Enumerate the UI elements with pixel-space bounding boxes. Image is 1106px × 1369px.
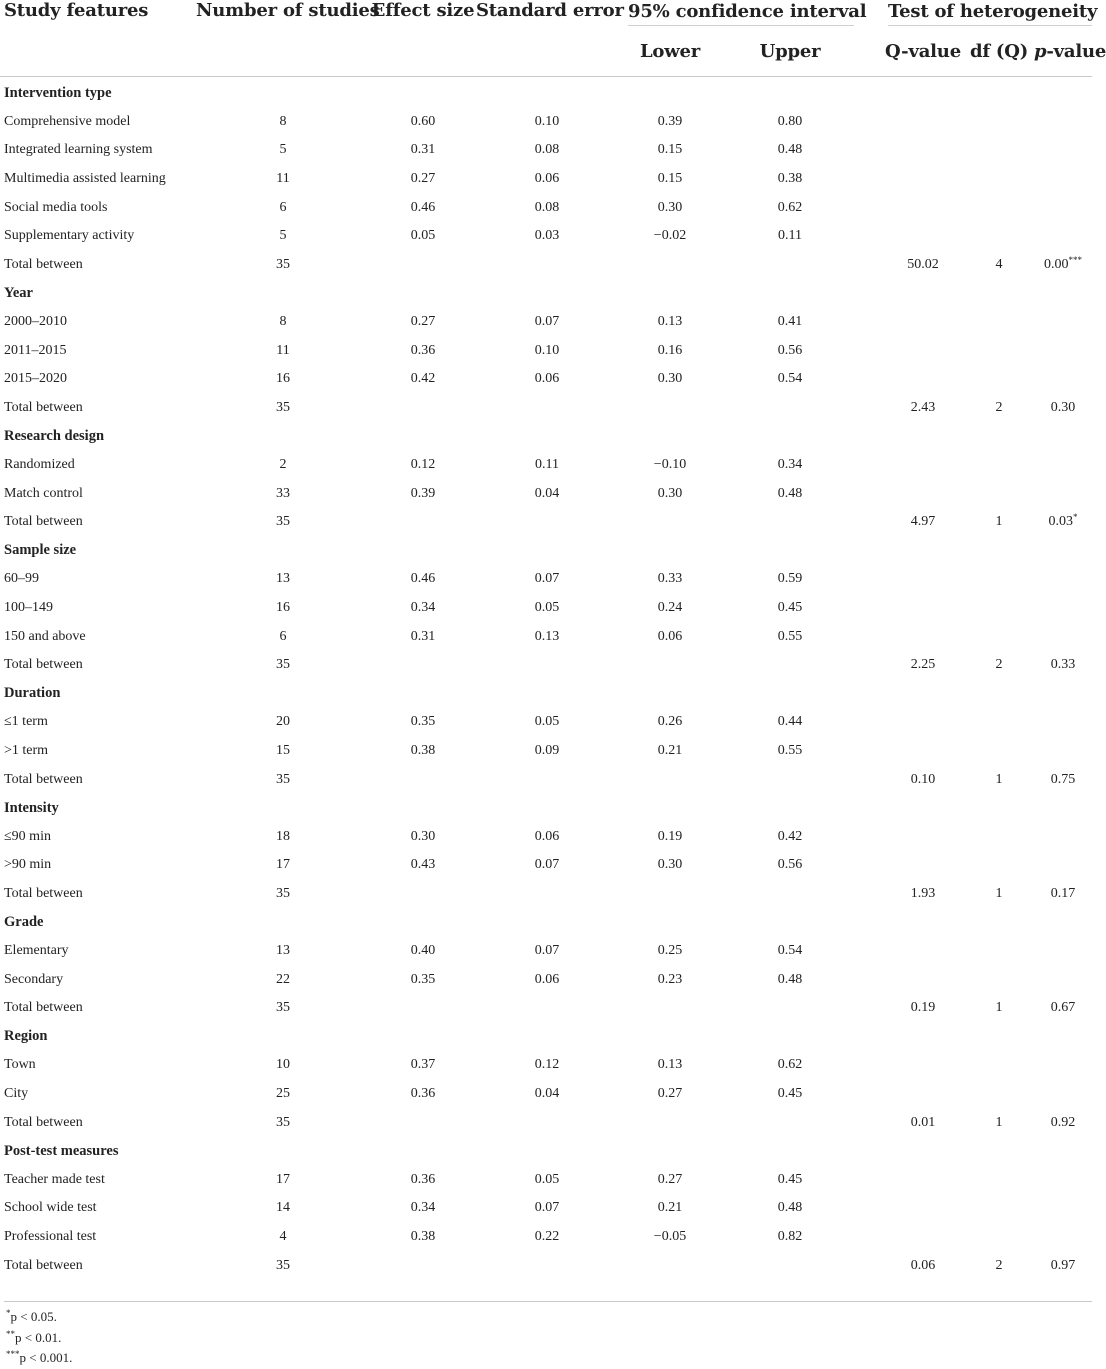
row-number-of-studies: 10	[276, 1057, 290, 1073]
group-title: Region	[4, 1028, 48, 1045]
table-row	[0, 479, 1092, 508]
row-number-of-studies: 8	[279, 314, 287, 330]
total-number-of-studies: 35	[276, 514, 290, 530]
row-standard-error: 0.09	[534, 742, 560, 758]
row-label: Comprehensive model	[4, 113, 131, 129]
footnote-2: **p < 0.01.	[6, 1328, 62, 1345]
row-effect-size: 0.36	[410, 342, 436, 358]
total-between-row	[0, 394, 1092, 423]
row-label: Randomized	[4, 457, 75, 473]
row-effect-size: 0.35	[410, 714, 436, 730]
col-p-value	[1034, 26, 1106, 77]
row-label: >1 term	[4, 742, 49, 758]
col-q-value: Q-value	[882, 26, 964, 77]
total-between-row	[0, 765, 1092, 794]
total-q-value: 2.25	[910, 657, 936, 673]
total-p-value: 0.03*	[1048, 512, 1078, 530]
row-label: Secondary	[4, 971, 64, 987]
row-ci-lower: 0.39	[657, 113, 683, 129]
group-title: Duration	[4, 685, 61, 702]
row-standard-error: 0.22	[534, 1229, 560, 1245]
row-label: 2000–2010	[4, 314, 67, 330]
row-ci-upper: 0.55	[777, 628, 803, 644]
row-ci-lower: 0.26	[657, 714, 683, 730]
row-ci-upper: 0.45	[777, 1086, 803, 1102]
row-number-of-studies: 11	[276, 342, 290, 358]
table-row	[0, 822, 1092, 851]
table-row	[0, 851, 1092, 880]
group-title: Intervention type	[4, 84, 112, 101]
table-row	[0, 565, 1092, 594]
row-label: ≤1 term	[4, 714, 48, 730]
row-ci-upper: 0.38	[777, 171, 803, 187]
row-ci-lower: 0.30	[657, 857, 683, 873]
group-header-row	[0, 908, 1092, 937]
total-label: Total between	[4, 1114, 83, 1130]
total-df-q: 1	[995, 1114, 1003, 1130]
row-label: City	[4, 1086, 29, 1102]
row-ci-upper: 0.62	[777, 1057, 803, 1073]
row-ci-upper: 0.42	[777, 828, 803, 844]
total-q-value: 0.10	[910, 771, 936, 787]
table-row	[0, 193, 1092, 222]
table-row	[0, 136, 1092, 165]
row-number-of-studies: 18	[276, 828, 290, 844]
col-confidence-interval	[618, 0, 867, 26]
group-header-row	[0, 679, 1092, 708]
row-effect-size: 0.38	[410, 742, 436, 758]
group-header-row	[0, 1023, 1092, 1052]
row-ci-lower: 0.33	[657, 571, 683, 587]
row-effect-size: 0.27	[410, 171, 436, 187]
row-standard-error: 0.06	[534, 828, 560, 844]
row-number-of-studies: 25	[276, 1086, 290, 1102]
total-p-value: 0.33	[1050, 657, 1076, 673]
row-number-of-studies: 11	[276, 171, 290, 187]
row-effect-size: 0.27	[410, 314, 436, 330]
total-between-row	[0, 508, 1092, 537]
row-label: Supplementary activity	[4, 228, 135, 244]
total-q-value: 0.19	[910, 1000, 936, 1016]
row-ci-upper: 0.48	[777, 142, 803, 158]
row-effect-size: 0.42	[410, 371, 436, 387]
row-label: Professional test	[4, 1229, 97, 1245]
table-row	[0, 222, 1092, 251]
row-effect-size: 0.30	[410, 828, 436, 844]
group-title: Research design	[4, 427, 105, 444]
row-standard-error: 0.06	[534, 171, 560, 187]
total-label: Total between	[4, 1257, 83, 1273]
table-row	[0, 165, 1092, 194]
total-label: Total between	[4, 514, 83, 530]
table-row	[0, 1223, 1092, 1252]
table-row	[0, 1080, 1092, 1109]
row-standard-error: 0.06	[534, 971, 560, 987]
footnote-3: ***p < 0.001.	[6, 1349, 73, 1365]
row-label: Elementary	[4, 943, 69, 959]
total-number-of-studies: 35	[276, 399, 290, 415]
total-p-value: 0.00***	[1044, 254, 1082, 272]
total-df-q: 4	[995, 256, 1003, 272]
table-header	[0, 0, 1106, 77]
row-number-of-studies: 5	[279, 228, 287, 244]
row-ci-upper: 0.44	[777, 714, 803, 730]
table-row	[0, 308, 1092, 337]
row-standard-error: 0.07	[534, 314, 560, 330]
row-label: Match control	[4, 485, 83, 501]
group-title: Sample size	[4, 542, 77, 559]
table-row	[0, 365, 1092, 394]
row-number-of-studies: 6	[279, 199, 287, 215]
row-standard-error: 0.07	[534, 857, 560, 873]
total-label: Total between	[4, 657, 83, 673]
row-standard-error: 0.05	[534, 714, 560, 730]
total-df-q: 2	[995, 657, 1003, 673]
col-heterogeneity	[882, 0, 1098, 26]
row-ci-lower: 0.16	[657, 342, 683, 358]
row-effect-size: 0.60	[410, 113, 436, 129]
total-q-value: 1.93	[910, 885, 936, 901]
row-ci-upper: 0.59	[777, 571, 803, 587]
row-number-of-studies: 8	[279, 113, 287, 129]
table-row	[0, 965, 1092, 994]
total-label: Total between	[4, 771, 83, 787]
row-ci-lower: 0.13	[657, 314, 683, 330]
row-standard-error: 0.04	[534, 1086, 560, 1102]
p-letter: p	[1034, 40, 1047, 62]
table-row	[0, 336, 1092, 365]
row-ci-lower: 0.30	[657, 199, 683, 215]
row-ci-upper: 0.56	[777, 857, 803, 873]
footnotes	[4, 1301, 1092, 1369]
row-ci-upper: 0.55	[777, 742, 803, 758]
table-body	[0, 77, 1092, 1280]
total-label: Total between	[4, 256, 83, 272]
row-number-of-studies: 17	[276, 857, 290, 873]
row-ci-upper: 0.80	[777, 113, 803, 129]
row-number-of-studies: 16	[276, 371, 290, 387]
group-title: Post-test measures	[4, 1142, 119, 1159]
row-ci-lower: 0.15	[657, 171, 683, 187]
significance-mark: ***	[1068, 254, 1082, 265]
row-ci-upper: 0.56	[777, 342, 803, 358]
row-number-of-studies: 13	[276, 571, 290, 587]
row-ci-lower: 0.23	[657, 971, 683, 987]
group-title: Grade	[4, 914, 44, 931]
group-header-row	[0, 794, 1092, 823]
heterogeneity-title: Test of heterogeneity	[888, 1, 1092, 26]
total-label: Total between	[4, 399, 83, 415]
col-standard-error: Standard error	[476, 0, 624, 21]
row-effect-size: 0.31	[410, 628, 436, 644]
row-number-of-studies: 17	[276, 1171, 290, 1187]
table-row	[0, 708, 1092, 737]
total-df-q: 1	[995, 514, 1003, 530]
total-q-value: 4.97	[910, 514, 936, 530]
group-title: Intensity	[4, 799, 59, 816]
total-q-value: 2.43	[910, 399, 936, 415]
row-number-of-studies: 6	[279, 628, 287, 644]
total-p-value: 0.75	[1050, 771, 1076, 787]
row-ci-upper: 0.11	[778, 228, 802, 244]
row-standard-error: 0.06	[534, 371, 560, 387]
footnote-1: *p < 0.05.	[6, 1308, 57, 1324]
total-label: Total between	[4, 1000, 83, 1016]
row-effect-size: 0.46	[410, 571, 436, 587]
row-ci-upper: 0.48	[777, 971, 803, 987]
row-ci-lower: −0.05	[653, 1229, 687, 1245]
col-study-features: Study features	[4, 0, 149, 21]
row-standard-error: 0.07	[534, 943, 560, 959]
row-label: 2011–2015	[4, 342, 67, 358]
row-label: 60–99	[4, 571, 39, 587]
row-label: Teacher made test	[4, 1171, 105, 1187]
row-standard-error: 0.05	[534, 599, 560, 615]
row-standard-error: 0.10	[534, 113, 560, 129]
row-ci-lower: 0.15	[657, 142, 683, 158]
row-standard-error: 0.13	[534, 628, 560, 644]
row-effect-size: 0.43	[410, 857, 436, 873]
table-row	[0, 451, 1092, 480]
total-number-of-studies: 35	[276, 1257, 290, 1273]
ci-title: 95% confidence interval	[628, 1, 854, 26]
total-number-of-studies: 35	[276, 771, 290, 787]
col-lower: Lower	[618, 26, 722, 77]
row-ci-lower: 0.30	[657, 485, 683, 501]
row-standard-error: 0.11	[535, 457, 559, 473]
total-number-of-studies: 35	[276, 256, 290, 272]
total-number-of-studies: 35	[276, 1000, 290, 1016]
row-label: Multimedia assisted learning	[4, 171, 166, 187]
row-label: 150 and above	[4, 628, 86, 644]
total-q-value: 0.06	[910, 1257, 936, 1273]
total-p-value: 0.17	[1050, 885, 1076, 901]
total-df-q: 1	[995, 771, 1003, 787]
row-ci-upper: 0.54	[777, 943, 803, 959]
row-standard-error: 0.05	[534, 1171, 560, 1187]
total-between-row	[0, 994, 1092, 1023]
group-header-row	[0, 77, 1092, 108]
row-label: Integrated learning system	[4, 142, 153, 158]
row-ci-lower: 0.21	[657, 1200, 683, 1216]
total-between-row	[0, 1251, 1092, 1280]
row-number-of-studies: 16	[276, 599, 290, 615]
row-ci-upper: 0.48	[777, 1200, 803, 1216]
total-p-value: 0.30	[1050, 399, 1076, 415]
total-df-q: 1	[995, 1000, 1003, 1016]
row-number-of-studies: 2	[279, 457, 287, 473]
row-effect-size: 0.46	[410, 199, 436, 215]
col-df-q: df (Q)	[964, 26, 1034, 77]
row-ci-upper: 0.62	[777, 199, 803, 215]
total-number-of-studies: 35	[276, 1114, 290, 1130]
total-q-value: 0.01	[910, 1114, 936, 1130]
total-p-value: 0.67	[1050, 1000, 1076, 1016]
row-standard-error: 0.12	[534, 1057, 560, 1073]
row-ci-upper: 0.41	[777, 314, 803, 330]
row-number-of-studies: 13	[276, 943, 290, 959]
row-effect-size: 0.39	[410, 485, 436, 501]
table-row	[0, 622, 1092, 651]
row-number-of-studies: 14	[276, 1200, 290, 1216]
row-effect-size: 0.40	[410, 943, 436, 959]
table-row	[0, 1194, 1092, 1223]
group-header-row	[0, 279, 1092, 308]
total-number-of-studies: 35	[276, 657, 290, 673]
row-label: 100–149	[4, 599, 53, 615]
row-effect-size: 0.34	[410, 1200, 436, 1216]
total-df-q: 2	[995, 399, 1003, 415]
group-header-row	[0, 422, 1092, 451]
row-label: 2015–2020	[4, 371, 67, 387]
total-df-q: 1	[995, 885, 1003, 901]
row-standard-error: 0.04	[534, 485, 560, 501]
table-row	[0, 937, 1092, 966]
row-ci-lower: 0.21	[657, 742, 683, 758]
group-header-row	[0, 537, 1092, 566]
significance-mark: *	[1073, 512, 1078, 523]
total-number-of-studies: 35	[276, 885, 290, 901]
row-standard-error: 0.10	[534, 342, 560, 358]
row-ci-lower: 0.30	[657, 371, 683, 387]
row-ci-upper: 0.45	[777, 599, 803, 615]
row-number-of-studies: 4	[279, 1229, 287, 1245]
row-ci-lower: 0.27	[657, 1086, 683, 1102]
row-number-of-studies: 15	[276, 742, 290, 758]
col-effect-size: Effect size	[371, 0, 475, 21]
total-df-q: 2	[995, 1257, 1003, 1273]
total-label: Total between	[4, 885, 83, 901]
row-standard-error: 0.08	[534, 199, 560, 215]
row-effect-size: 0.31	[410, 142, 436, 158]
row-standard-error: 0.07	[534, 1200, 560, 1216]
table-row	[0, 108, 1092, 137]
row-ci-lower: 0.13	[657, 1057, 683, 1073]
total-p-value: 0.97	[1050, 1257, 1076, 1273]
row-ci-lower: 0.24	[657, 599, 683, 615]
total-between-row	[0, 880, 1092, 909]
row-ci-lower: −0.10	[653, 457, 687, 473]
row-ci-lower: −0.02	[653, 228, 687, 244]
col-number-of-studies: Number of studies	[196, 0, 380, 21]
row-label: Town	[4, 1057, 36, 1073]
row-effect-size: 0.35	[410, 971, 436, 987]
total-between-row	[0, 251, 1092, 280]
row-number-of-studies: 33	[276, 485, 290, 501]
row-label: School wide test	[4, 1200, 97, 1216]
row-ci-lower: 0.27	[657, 1171, 683, 1187]
row-effect-size: 0.05	[410, 228, 436, 244]
table-row	[0, 594, 1092, 623]
row-effect-size: 0.37	[410, 1057, 436, 1073]
table-row	[0, 1166, 1092, 1195]
row-ci-upper: 0.45	[777, 1171, 803, 1187]
table-row	[0, 1051, 1092, 1080]
row-effect-size: 0.36	[410, 1086, 436, 1102]
row-standard-error: 0.03	[534, 228, 560, 244]
row-ci-lower: 0.06	[657, 628, 683, 644]
row-label: >90 min	[4, 857, 52, 873]
row-effect-size: 0.12	[410, 457, 436, 473]
total-q-value: 50.02	[907, 256, 939, 272]
row-ci-upper: 0.54	[777, 371, 803, 387]
row-effect-size: 0.36	[410, 1171, 436, 1187]
row-effect-size: 0.38	[410, 1229, 436, 1245]
row-number-of-studies: 22	[276, 971, 290, 987]
row-ci-upper: 0.48	[777, 485, 803, 501]
total-p-value: 0.92	[1050, 1114, 1076, 1130]
row-number-of-studies: 5	[279, 142, 287, 158]
p-suffix: -value	[1046, 40, 1106, 62]
row-ci-upper: 0.82	[777, 1229, 803, 1245]
row-ci-lower: 0.19	[657, 828, 683, 844]
row-ci-upper: 0.34	[777, 457, 803, 473]
group-title: Year	[4, 284, 33, 301]
group-header-row	[0, 1137, 1092, 1166]
total-between-row	[0, 1108, 1092, 1137]
row-standard-error: 0.07	[534, 571, 560, 587]
row-ci-lower: 0.25	[657, 943, 683, 959]
row-effect-size: 0.34	[410, 599, 436, 615]
row-label: Social media tools	[4, 199, 108, 215]
row-label: ≤90 min	[4, 828, 51, 844]
total-between-row	[0, 651, 1092, 680]
row-standard-error: 0.08	[534, 142, 560, 158]
col-upper: Upper	[722, 26, 858, 77]
table-row	[0, 737, 1092, 766]
row-number-of-studies: 20	[276, 714, 290, 730]
